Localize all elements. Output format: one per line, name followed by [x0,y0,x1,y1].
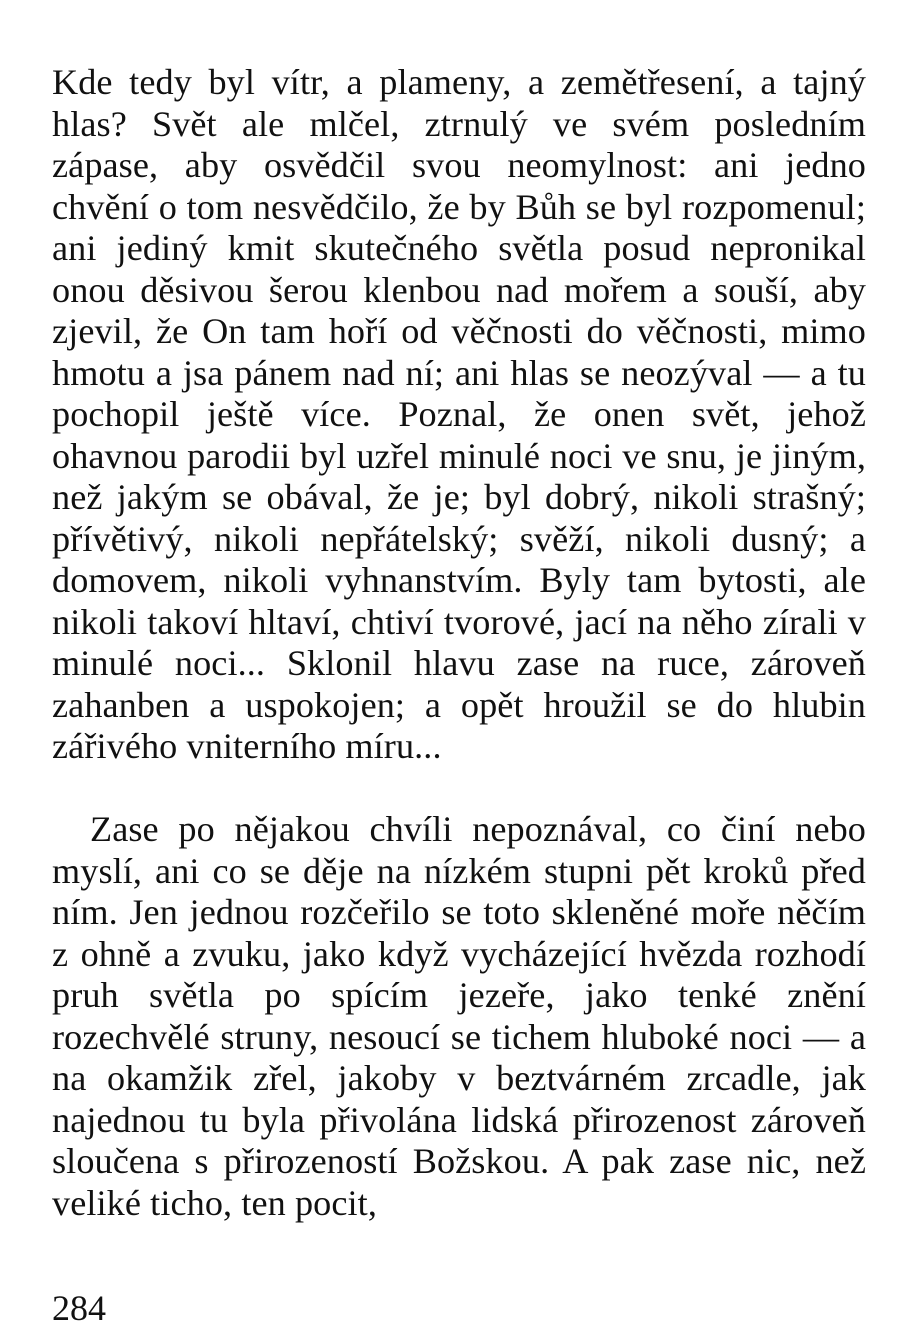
page-text [52,62,866,1224]
page-number: 284 [52,1288,106,1328]
paragraph-1: Kde tedy byl vítr, a plameny, a zemětřesení, a tajný hlas? Svět ale mlčel, ztrnulý ve svém posledním zápase, aby osvědčil svou neomylnost: ani jedno chvění o tom nesvědčilo, že by Bůh se byl rozpomenul; ani jediný kmit skutečného světla posud nepronikal onou děsivou šerou klenbou nad mořem a souší, aby zjevil, že On tam hoří od věčnosti do věčnosti, mimo hmotu a jsa pánem nad ní; ani hlas se neozýval — a tu pochopil ještě více. Poznal, že onen svět, jehož ohavnou parodii byl uzřel minulé noci ve snu, je jiným, než jakým se obával, že je; byl dobrý, nikoli strašný; přívětivý, nikoli nepřátelský; svěží, nikoli dusný; a domovem, nikoli vyhnanstvím. Byly tam bytosti, ale nikoli takoví hltaví, chtiví tvorové, jací na něho zírali v minulé noci... Sklonil hlavu zase na ruce, zároveň zahanben a uspokojen; a opět hroužil se do hlubin zářivého vniterního míru... [52,62,866,766]
paragraph-2: Zase po nějakou chvíli nepoznával, co činí nebo myslí, ani co se děje na nízkém stupni pět kroků před ním. Jen jednou rozčeřilo se toto skleněné moře něčím z ohně a zvuku, jako když vycházející hvězda rozhodí pruh světla po spícím jezeře, jako tenké znění rozechvělé struny, nesoucí se tichem hluboké noci — a na okamžik zřel, jakoby v beztvárném zrcadle, jak najednou tu byla přivolána lidská přirozenost zároveň sloučena s přirozeností Božskou. A pak zase nic, než veliké ticho, ten pocit, [52,809,866,1223]
